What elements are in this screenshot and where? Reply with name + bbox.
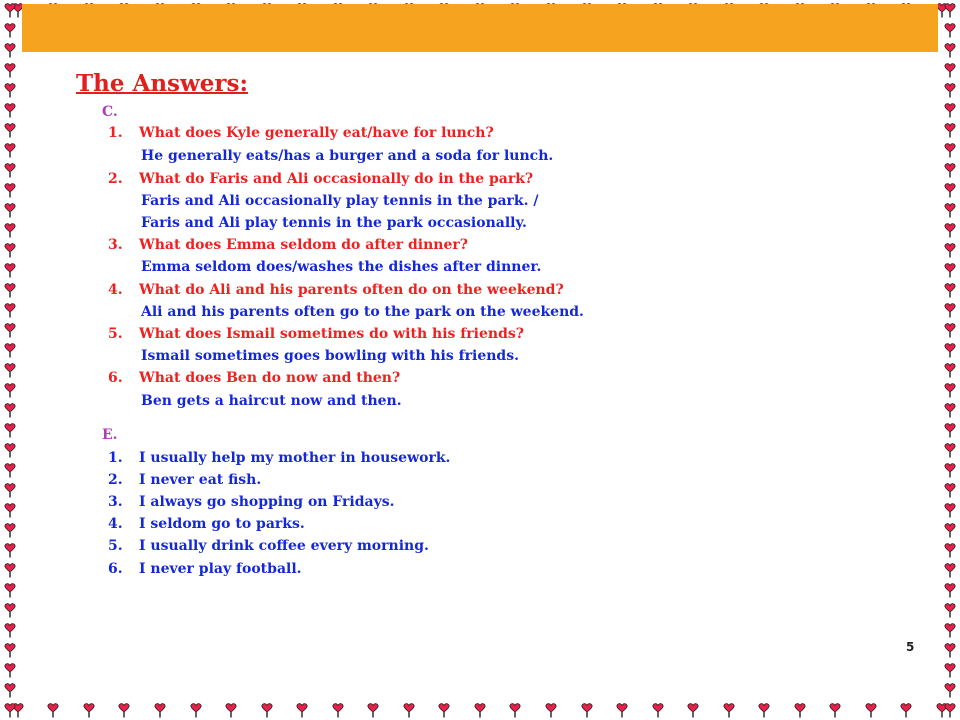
heart-pin-icon: [3, 702, 17, 718]
heart-pin-icon: [943, 142, 957, 158]
heart-pin-icon: [943, 262, 957, 278]
section-c-answer-4: Ali and his parents often go to the park on the weekend.: [141, 304, 584, 320]
heart-pin-icon: [3, 602, 17, 618]
question-text: What does Kyle generally eat/have for lunch?: [139, 125, 494, 141]
heart-pin-icon: [3, 82, 17, 98]
heart-pin-icon: [899, 702, 913, 718]
heart-pin-icon: [943, 222, 957, 238]
heart-pin-icon: [943, 482, 957, 498]
section-c-answer-2b: Faris and Ali play tennis in the park occasionally.: [141, 215, 527, 231]
item-text: I never play football.: [139, 561, 302, 577]
heart-pin-icon: [943, 102, 957, 118]
heart-pin-icon: [686, 702, 700, 718]
question-text: What does Ismail sometimes do with his friends?: [139, 326, 524, 342]
heart-pin-icon: [189, 702, 203, 718]
item-number: 4.: [108, 516, 123, 532]
section-c-question-4: [108, 282, 564, 298]
section-c-answer-1: He generally eats/has a burger and a soda for lunch.: [141, 148, 554, 164]
heart-pin-icon: [3, 122, 17, 138]
item-text: I always go shopping on Fridays.: [139, 494, 395, 510]
heart-pin-icon: [3, 42, 17, 58]
section-e-item-3: [108, 494, 395, 510]
question-text: What do Faris and Ali occasionally do in the park?: [139, 171, 534, 187]
heart-border-left: [0, 0, 20, 720]
heart-pin-icon: [793, 702, 807, 718]
heart-pin-icon: [3, 182, 17, 198]
heart-pin-icon: [943, 642, 957, 658]
item-text: I seldom go to parks.: [139, 516, 305, 532]
heart-pin-icon: [943, 22, 957, 38]
heart-pin-icon: [943, 542, 957, 558]
heart-pin-icon: [3, 342, 17, 358]
heart-pin-icon: [3, 462, 17, 478]
heart-pin-icon: [943, 322, 957, 338]
heart-pin-icon: [3, 402, 17, 418]
heart-pin-icon: [722, 702, 736, 718]
heart-pin-icon: [943, 682, 957, 698]
heart-pin-icon: [943, 422, 957, 438]
heart-pin-icon: [3, 622, 17, 638]
heart-pin-icon: [943, 622, 957, 638]
section-c-answer-2a: Faris and Ali occasionally play tennis in the park. /: [141, 193, 539, 209]
heart-pin-icon: [943, 502, 957, 518]
section-e-item-1: [108, 450, 450, 466]
section-c-question-1: [108, 125, 494, 141]
heart-pin-icon: [580, 702, 594, 718]
heart-pin-icon: [544, 702, 558, 718]
heart-pin-icon: [3, 362, 17, 378]
heart-pin-icon: [943, 122, 957, 138]
heart-pin-icon: [943, 582, 957, 598]
heart-pin-icon: [615, 702, 629, 718]
heart-pin-icon: [3, 482, 17, 498]
heart-pin-icon: [3, 142, 17, 158]
item-number: 3.: [108, 494, 123, 510]
question-number: 6.: [108, 370, 123, 386]
heart-pin-icon: [943, 342, 957, 358]
heart-pin-icon: [943, 442, 957, 458]
heart-pin-icon: [3, 382, 17, 398]
heart-pin-icon: [3, 302, 17, 318]
heart-pin-icon: [3, 62, 17, 78]
item-text: I never eat fish.: [139, 472, 262, 488]
heart-pin-icon: [757, 702, 771, 718]
item-number: 1.: [108, 450, 123, 466]
heart-pin-icon: [651, 702, 665, 718]
heart-pin-icon: [3, 2, 17, 18]
question-number: 4.: [108, 282, 123, 298]
heart-pin-icon: [943, 522, 957, 538]
heart-pin-icon: [3, 562, 17, 578]
heart-pin-icon: [117, 702, 131, 718]
section-e-item-2: [108, 472, 261, 488]
orange-header-banner: [22, 4, 938, 52]
heart-pin-icon: [3, 322, 17, 338]
heart-pin-icon: [943, 82, 957, 98]
heart-pin-icon: [82, 702, 96, 718]
heart-pin-icon: [224, 702, 238, 718]
heart-pin-icon: [943, 702, 957, 718]
heart-pin-icon: [3, 222, 17, 238]
question-text: What does Emma seldom do after dinner?: [139, 237, 468, 253]
heart-pin-icon: [3, 662, 17, 678]
heart-pin-icon: [437, 702, 451, 718]
heart-pin-icon: [3, 682, 17, 698]
question-number: 1.: [108, 125, 123, 141]
heart-pin-icon: [46, 702, 60, 718]
heart-pin-icon: [943, 282, 957, 298]
heart-pin-icon: [943, 42, 957, 58]
heart-pin-icon: [3, 442, 17, 458]
section-c-question-5: [108, 326, 524, 342]
section-e-item-5: [108, 538, 429, 554]
heart-pin-icon: [473, 702, 487, 718]
heart-pin-icon: [3, 262, 17, 278]
section-c-question-3: [108, 237, 468, 253]
heart-pin-icon: [3, 422, 17, 438]
heart-pin-icon: [402, 702, 416, 718]
heart-pin-icon: [943, 182, 957, 198]
section-c-answer-5: Ismail sometimes goes bowling with his friends.: [141, 348, 519, 364]
heart-pin-icon: [3, 522, 17, 538]
section-c-answer-3: Emma seldom does/washes the dishes after dinner.: [141, 259, 542, 275]
item-number: 2.: [108, 472, 123, 488]
heart-pin-icon: [3, 102, 17, 118]
question-text: What do Ali and his parents often do on the weekend?: [139, 282, 564, 298]
item-text: I usually help my mother in housework.: [139, 450, 451, 466]
heart-pin-icon: [828, 702, 842, 718]
heart-pin-icon: [3, 642, 17, 658]
heart-pin-icon: [3, 242, 17, 258]
heart-pin-icon: [943, 462, 957, 478]
heart-pin-icon: [943, 662, 957, 678]
heart-pin-icon: [3, 502, 17, 518]
heart-pin-icon: [331, 702, 345, 718]
heart-pin-icon: [3, 22, 17, 38]
question-number: 3.: [108, 237, 123, 253]
heart-pin-icon: [153, 702, 167, 718]
heart-pin-icon: [295, 702, 309, 718]
section-c-question-2: [108, 171, 533, 187]
heart-pin-icon: [943, 362, 957, 378]
question-number: 5.: [108, 326, 123, 342]
heart-pin-icon: [943, 242, 957, 258]
heart-pin-icon: [260, 702, 274, 718]
item-number: 6.: [108, 561, 123, 577]
heart-pin-icon: [943, 162, 957, 178]
section-c-question-6: [108, 370, 400, 386]
heart-pin-icon: [366, 702, 380, 718]
section-c-answer-6: Ben gets a haircut now and then.: [141, 393, 402, 409]
heart-pin-icon: [943, 62, 957, 78]
page-title: The Answers:: [76, 70, 248, 97]
section-e-item-6: [108, 561, 302, 577]
heart-pin-icon: [3, 202, 17, 218]
question-text: What does Ben do now and then?: [139, 370, 401, 386]
heart-pin-icon: [943, 402, 957, 418]
section-e-item-4: [108, 516, 305, 532]
heart-pin-icon: [943, 2, 957, 18]
item-number: 5.: [108, 538, 123, 554]
heart-pin-icon: [943, 602, 957, 618]
section-c-label: C.: [102, 104, 118, 120]
question-number: 2.: [108, 171, 123, 187]
heart-pin-icon: [943, 382, 957, 398]
heart-pin-icon: [943, 302, 957, 318]
heart-pin-icon: [864, 702, 878, 718]
heart-border-right: [940, 0, 960, 720]
page-number: 5: [906, 640, 915, 654]
section-e-label: E.: [102, 427, 118, 443]
heart-pin-icon: [943, 202, 957, 218]
heart-pin-icon: [943, 562, 957, 578]
heart-pin-icon: [508, 702, 522, 718]
heart-pin-icon: [3, 282, 17, 298]
heart-pin-icon: [3, 162, 17, 178]
heart-border-bottom: [0, 700, 960, 720]
item-text: I usually drink coffee every morning.: [139, 538, 429, 554]
heart-pin-icon: [3, 582, 17, 598]
heart-pin-icon: [3, 542, 17, 558]
